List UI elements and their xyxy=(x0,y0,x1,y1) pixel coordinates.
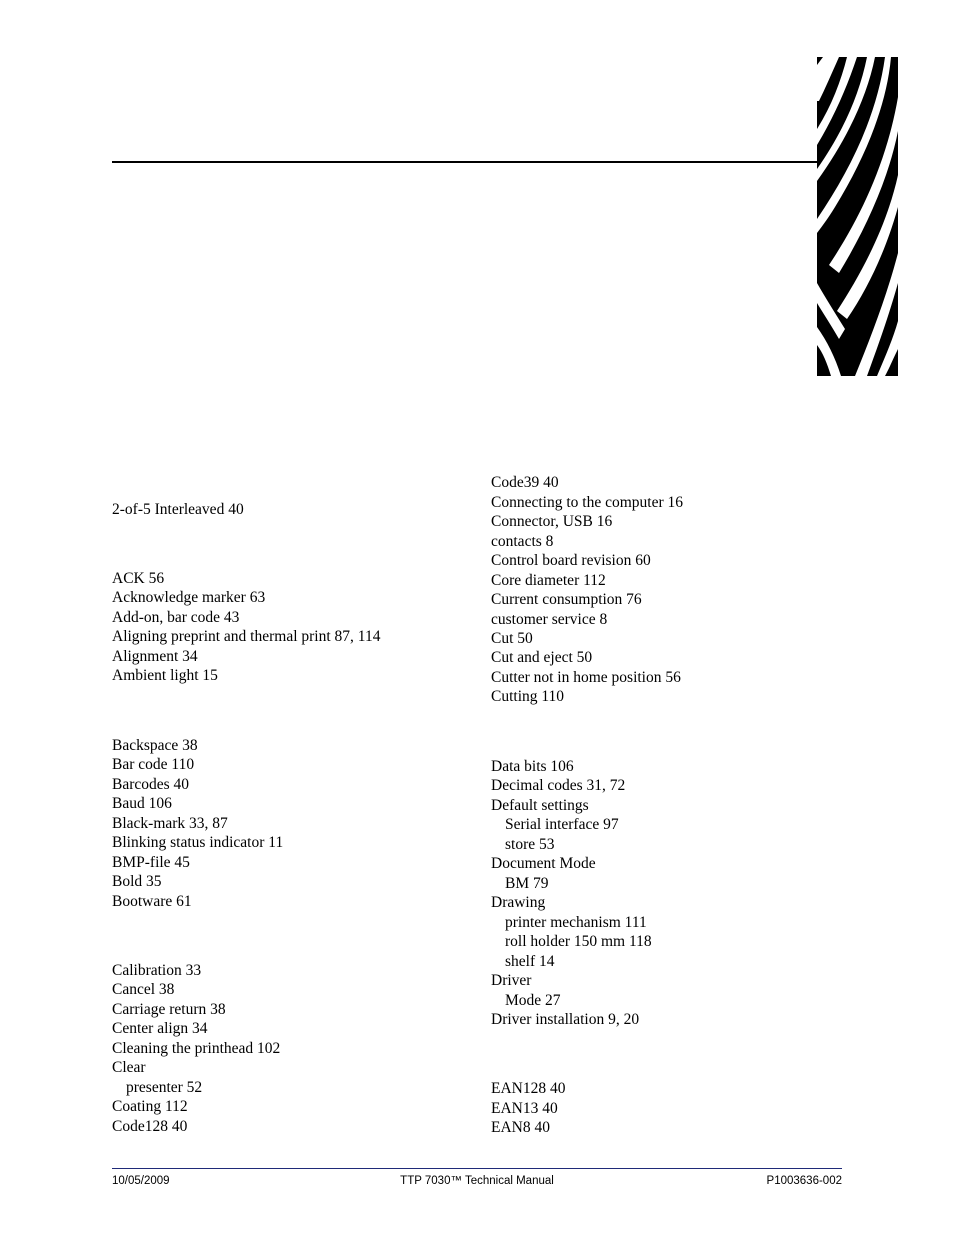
index-subentry: presenter 52 xyxy=(126,1079,203,1096)
index-entry: EAN8 40 xyxy=(491,1119,550,1136)
index-entry: Connector, USB 16 xyxy=(491,513,613,530)
index-entry: Black-mark 33, 87 xyxy=(112,815,228,832)
index-entry: Decimal codes 31, 72 xyxy=(491,777,626,794)
index-entry: Carriage return 38 xyxy=(112,1001,226,1018)
index-entry: Data bits 106 xyxy=(491,758,574,775)
index-entry: BMP-file 45 xyxy=(112,854,190,871)
index-entry: Baud 106 xyxy=(112,795,172,812)
index-entry: Bold 35 xyxy=(112,873,162,890)
index-entry: Default settings xyxy=(491,797,589,814)
header-rule xyxy=(112,161,818,163)
index-entry: Driver installation 9, 20 xyxy=(491,1011,640,1028)
index-subentry: store 53 xyxy=(505,836,555,853)
index-entry: Ambient light 15 xyxy=(112,667,218,684)
footer-title: TTP 7030™ Technical Manual xyxy=(400,1175,554,1187)
index-entry: Cleaning the printhead 102 xyxy=(112,1040,281,1057)
index-entry: Code128 40 xyxy=(112,1118,188,1135)
index-entry: contacts 8 xyxy=(491,533,554,550)
index-entry: Center align 34 xyxy=(112,1020,208,1037)
index-entry: Add-on, bar code 43 xyxy=(112,609,240,626)
index-entry: Acknowledge marker 63 xyxy=(112,589,266,606)
index-entry: Barcodes 40 xyxy=(112,776,190,793)
index-entry: Driver xyxy=(491,972,532,989)
index-entry: Cut 50 xyxy=(491,630,533,647)
index-entry: Drawing xyxy=(491,894,546,911)
index-entry: Alignment 34 xyxy=(112,648,198,665)
index-entry: Coating 112 xyxy=(112,1098,188,1115)
index-entry: Cancel 38 xyxy=(112,981,175,998)
index-entry: Code39 40 xyxy=(491,474,559,491)
index-entry: EAN128 40 xyxy=(491,1080,566,1097)
index-subentry: Serial interface 97 xyxy=(505,816,619,833)
index-entry: ACK 56 xyxy=(112,570,165,587)
index-entry: 2-of-5 Interleaved 40 xyxy=(112,501,244,518)
index-entry: Control board revision 60 xyxy=(491,552,651,569)
footer-part-number: P1003636-002 xyxy=(766,1175,842,1187)
index-entry: Current consumption 76 xyxy=(491,591,642,608)
index-subentry: BM 79 xyxy=(505,875,549,892)
index-subentry: shelf 14 xyxy=(505,953,555,970)
index-entry: Blinking status indicator 11 xyxy=(112,834,284,851)
footer-date: 10/05/2009 xyxy=(112,1175,170,1187)
index-entry: customer service 8 xyxy=(491,611,608,628)
index-entry: Core diameter 112 xyxy=(491,572,606,589)
index-subentry: Mode 27 xyxy=(505,992,561,1009)
index-entry: Bootware 61 xyxy=(112,893,192,910)
index-entry: Connecting to the computer 16 xyxy=(491,494,683,511)
index-entry: Backspace 38 xyxy=(112,737,198,754)
index-entry: EAN13 40 xyxy=(491,1100,558,1117)
index-entry: Calibration 33 xyxy=(112,962,202,979)
index-entry: Aligning preprint and thermal print 87, 114 xyxy=(112,628,381,645)
index-entry: Bar code 110 xyxy=(112,756,195,773)
footer-rule xyxy=(112,1168,842,1169)
index-entry: Document Mode xyxy=(491,855,596,872)
index-subentry: printer mechanism 111 xyxy=(505,914,647,931)
index-entry: Cutter not in home position 56 xyxy=(491,669,681,686)
index-entry: Cutting 110 xyxy=(491,688,565,705)
index-entry: Cut and eject 50 xyxy=(491,649,593,666)
zebra-stripes-icon xyxy=(817,57,898,376)
index-subentry: roll holder 150 mm 118 xyxy=(505,933,652,950)
index-entry: Clear xyxy=(112,1059,146,1076)
